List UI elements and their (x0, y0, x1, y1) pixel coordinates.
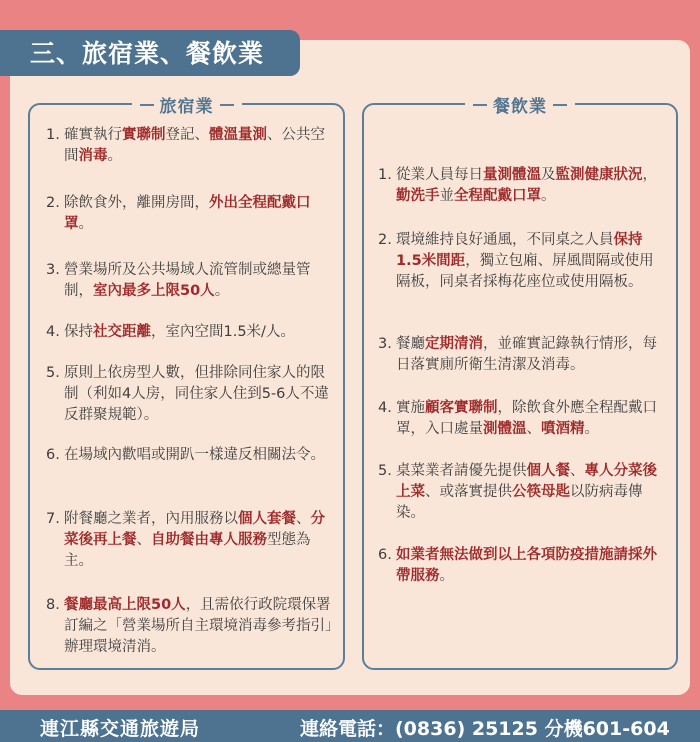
page-title: 三、旅宿業、餐飲業 (30, 39, 265, 68)
item-text: 。 (107, 148, 122, 164)
item-text: ，並確實記錄執行情形，每日落實廁所衛生清潔及消毒。 (396, 336, 657, 373)
highlight-text: 勤洗手 (396, 188, 440, 204)
footer-org: 連江縣交通旅遊局 (40, 718, 201, 740)
item-text: 並 (439, 188, 454, 204)
item-text: 除飲食外，離開房間， (64, 195, 209, 211)
item-text: 、 (526, 421, 541, 437)
restaurant-section-title: 餐飲業 (493, 97, 547, 117)
item-text: 。 (541, 188, 556, 204)
item-number: 3. (378, 336, 392, 352)
highlight-text: 分菜後再上餐 (64, 511, 325, 548)
item-number: 7. (46, 511, 60, 527)
highlight-text: 體溫量測 (209, 127, 267, 143)
footer-phone: 連絡電話：(0836) 25125 分機601-604 (300, 718, 670, 740)
item-text: ，室內空間1.5米/人。 (151, 324, 295, 340)
item-text: 環境維持良好通風，不同桌之人員 (396, 232, 614, 248)
item-text: 、 (296, 511, 311, 527)
divider (140, 104, 154, 106)
item-text: ， (642, 167, 657, 183)
item-number: 4. (46, 324, 60, 340)
restaurant-section (362, 97, 678, 670)
list-item (46, 363, 334, 426)
item-text: 附餐廳之業者，內用服務以 (64, 511, 238, 527)
item-text: 餐廳 (396, 336, 425, 352)
item-text: 從業人員每日 (396, 167, 483, 183)
item-number: 2. (378, 232, 392, 248)
item-number: 8. (46, 597, 60, 613)
list-item (46, 445, 334, 466)
highlight-text: 監測健康狀況 (555, 167, 643, 183)
item-text: 。 (78, 216, 93, 232)
item-text: 。 (214, 283, 230, 299)
item-text: 營業場所及公共場域人流管制或總量管制， (64, 262, 311, 299)
list-item (46, 193, 334, 235)
highlight-text: 餐廳最高上限50人 (64, 597, 186, 613)
highlight-text: 公筷母匙 (512, 484, 570, 500)
list-item (378, 398, 666, 440)
item-number: 6. (46, 447, 60, 463)
list-item (378, 545, 666, 587)
item-number: 2. (46, 195, 60, 211)
highlight-text: 自助餐由專人服務 (151, 532, 267, 548)
restaurant-section-header (465, 92, 575, 117)
item-text: 及 (541, 167, 556, 183)
highlight-text: 個人餐 (526, 463, 570, 479)
item-text: 確實執行 (64, 127, 122, 143)
highlight-text: 保持1.5米間距 (396, 232, 643, 269)
item-text: 、公共空間 (64, 127, 325, 164)
highlight-text: 顧客實聯制 (425, 400, 498, 416)
item-text: 登記、 (165, 127, 209, 143)
list-item (46, 509, 334, 572)
item-text: 、或落實提供 (425, 484, 512, 500)
list-item (46, 260, 334, 302)
highlight-text: 消毒 (78, 148, 108, 164)
highlight-text: 社交距離 (93, 324, 151, 340)
item-number: 4. (378, 400, 392, 416)
highlight-text: 量測體溫 (483, 167, 541, 183)
item-number: 5. (378, 463, 392, 479)
item-text: 以防病毒傳染。 (396, 484, 643, 521)
item-text: 。 (584, 421, 599, 437)
hotel-section-title: 旅宿業 (159, 97, 214, 117)
item-text: ，且需依行政院環保署訂編之「營業場所自主環境消毒參考指引」辦理環境清消。 (64, 597, 333, 655)
highlight-text: 實聯制 (122, 127, 166, 143)
item-number: 1. (46, 127, 60, 143)
item-text: 、 (570, 463, 585, 479)
list-item (46, 595, 334, 658)
list-item (46, 125, 334, 167)
item-text: 原則上依房型人數，但排除同住家人的限制（利如4人房，同住家人住到5-6人不違反群聚規範）。 (64, 365, 329, 423)
item-text: 實施 (396, 400, 425, 416)
highlight-text: 室內最多上限50人 (93, 283, 215, 299)
item-number: 1. (378, 167, 392, 183)
item-text: 、 (136, 532, 151, 548)
item-text: 保持 (64, 324, 93, 340)
divider (553, 104, 567, 106)
item-number: 3. (46, 262, 60, 278)
highlight-text: 專人分菜後上菜 (396, 463, 657, 500)
highlight-text: 定期清消 (425, 336, 483, 352)
highlight-text: 測體溫 (483, 421, 527, 437)
highlight-text: 噴酒精 (541, 421, 585, 437)
list-item (378, 461, 666, 524)
item-text: ，除飲食外應全程配戴口罩，入口處量 (396, 400, 657, 437)
highlight-text: 如業者無法做到以上各項防疫措施請採外帶服務 (396, 547, 657, 584)
item-number: 5. (46, 365, 60, 381)
item-text: 桌菜業者請優先提供 (396, 463, 527, 479)
hotel-section-header (132, 92, 242, 117)
list-item (46, 322, 334, 343)
item-number: 6. (378, 547, 392, 563)
list-item (378, 165, 666, 207)
highlight-text: 全程配戴口罩 (454, 188, 541, 204)
item-text: 。 (439, 568, 454, 584)
item-text: ，獨立包廂、屏風間隔或使用隔板，同桌者採梅花座位或使用隔板。 (396, 253, 654, 290)
highlight-text: 外出全程配戴口罩 (64, 195, 311, 232)
item-text: 型態為主。 (64, 532, 311, 569)
highlight-text: 個人套餐 (238, 511, 296, 527)
hotel-section (28, 97, 345, 670)
divider (220, 104, 234, 106)
list-item (378, 334, 666, 376)
list-item (378, 230, 666, 293)
item-text: 在場域內歡唱或開趴一樣違反相關法令。 (64, 447, 325, 463)
divider (473, 104, 487, 106)
